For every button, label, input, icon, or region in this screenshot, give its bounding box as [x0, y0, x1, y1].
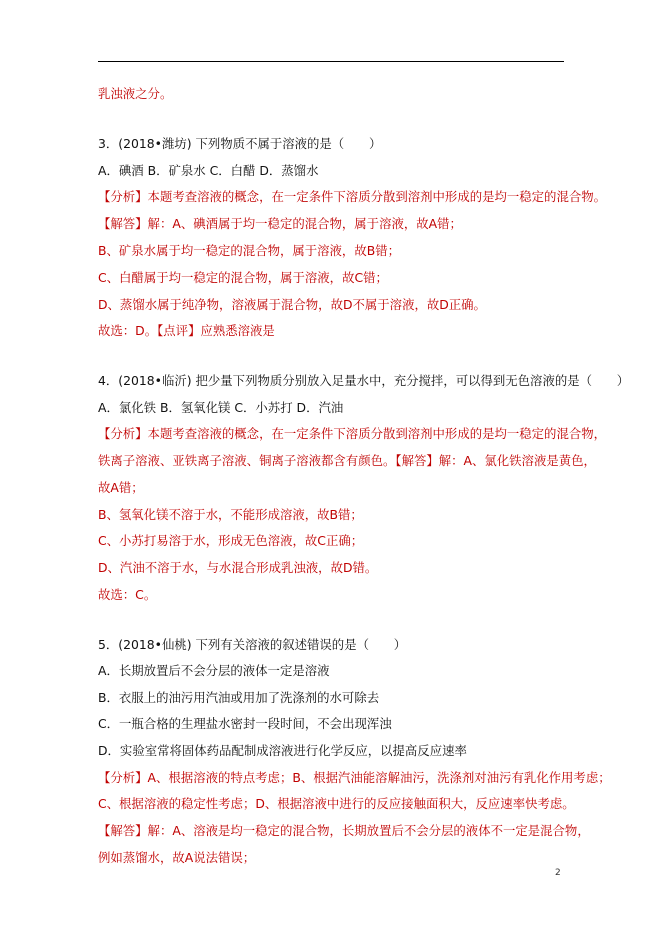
answer-line: 铁离子溶液、亚铁离子溶液、铜离子溶液都含有颜色。【解答】解：A、氯化铁溶液是黄色， [98, 453, 596, 468]
answer-line: C、根据溶液的稳定性考虑；D、根据溶液中进行的反应接触面积大，反应速率快考虑。 [98, 796, 575, 811]
answer-line: 【分析】本题考查溶液的概念，在一定条件下溶质分散到溶剂中形成的是均一稳定的混合物。 [98, 189, 607, 204]
answer-line: 例如蒸馏水，故A说法错误； [98, 850, 256, 865]
question-line: A．氯化铁 B．氢氧化镁 C．小苏打 D．汽油 [98, 400, 344, 415]
question-line: C．一瓶合格的生理盐水密封一段时间，不会出现浑浊 [98, 716, 392, 731]
answer-line: 故选：D。【点评】应熟悉溶液是 [98, 323, 275, 338]
question-line: A．碘酒 B．矿泉水 C．白醋 D．蒸馏水 [98, 163, 319, 178]
answer-line: 乳浊液之分。 [98, 86, 173, 101]
page-number: 2 [555, 868, 561, 878]
answer-line: 【解答】解：A、碘酒属于均一稳定的混合物，属于溶液，故A错； [98, 216, 462, 231]
answer-line: B、氢氧化镁不溶于水，不能形成溶液，故B错； [98, 507, 363, 522]
question-line: 5．(2018•仙桃) 下列有关溶液的叙述错误的是（ ） [98, 637, 407, 652]
question-line: 4．(2018•临沂) 把少量下列物质分别放入足量水中，充分搅拌，可以得到无色溶液的是（ ） [98, 373, 630, 388]
answer-line: 故选：C。 [98, 587, 157, 602]
answer-line: C、白醋属于均一稳定的混合物，属于溶液，故C错； [98, 270, 388, 285]
answer-line: B、矿泉水属于均一稳定的混合物，属于溶液，故B错； [98, 243, 400, 258]
question-line: D．实验室常将固体药品配制成溶液进行化学反应，以提高反应速率 [98, 743, 467, 758]
answer-line: D、汽油不溶于水，与水混合形成乳浊液，故D错。 [98, 560, 378, 575]
question-line: 3．(2018•潍坊) 下列物质不属于溶液的是（ ） [98, 136, 382, 151]
question-line: B．衣服上的油污用汽油或用加了洗涤剂的水可除去 [98, 690, 380, 705]
answer-line: 【分析】A、根据溶液的特点考虑；B、根据汽油能溶解油污，洗涤剂对油污有乳化作用考虑； [98, 770, 611, 785]
answer-line: 【解答】解：A、溶液是均一稳定的混合物，长期放置后不会分层的液体不一定是混合物， [98, 823, 590, 838]
header-rule [98, 61, 564, 62]
answer-line: 故A错； [98, 480, 144, 495]
answer-line: D、蒸馏水属于纯净物，溶液属于混合物，故D不属于溶液，故D正确。 [98, 297, 486, 312]
question-line: A．长期放置后不会分层的液体一定是溶液 [98, 663, 330, 678]
answer-line: 【分析】本题考查溶液的概念，在一定条件下溶质分散到溶剂中形成的是均一稳定的混合物， [98, 426, 607, 441]
answer-line: C、小苏打易溶于水，形成无色溶液，故C正确； [98, 533, 364, 548]
